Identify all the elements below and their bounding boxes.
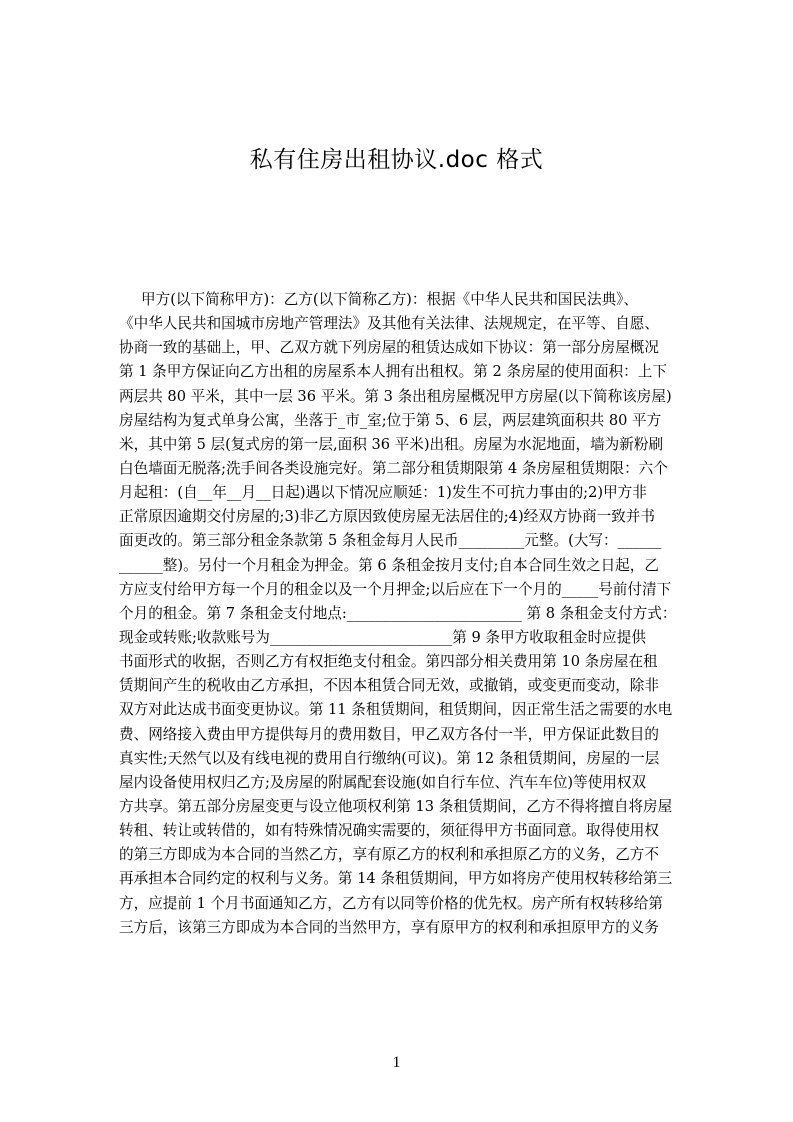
body-line: 房屋结构为复式单身公寓，坐落于_市_室;位于第 5、6 层，两层建筑面积共 80 平方 [119, 411, 662, 429]
body-line: 费、网络接入费由甲方提供每月的费用数目，甲乙双方各付一半，甲方保证此数目的 [119, 725, 659, 743]
body-line: 真实性;天然气以及有线电视的费用自行缴纳(可议)。第 12 条租赁期间，房屋的一层 [119, 749, 660, 767]
body-line: 方应支付给甲方每一个月的租金以及一个月押金;以后应在下一个月的_____号前付清下 [119, 580, 672, 598]
body-line: 面更改的。第三部分租金条款第 5 条租金每月人民币_________元整。(大写：______ [119, 532, 662, 550]
body-line: 方，应提前 1 个月书面通知乙方，乙方有以同等价格的优先权。房产所有权转移给第 [119, 894, 663, 912]
document-body [119, 288, 698, 1026]
body-line: 个月的租金。第 7 条租金支付地点:________________________ 第 8 条租金支付方式： [119, 604, 677, 622]
body-line: 再承担本合同约定的权利与义务。第 14 条租赁期间，甲方如将房产使用权转移给第三 [119, 870, 673, 888]
body-line: 月起租：(自__年__月__日起)遇以下情况应顺延：1)发生不可抗力事由的;2)甲方非 [119, 484, 647, 502]
body-line: 转租、转让或转借的，如有特殊情况确实需要的，须征得甲方书面同意。取得使用权 [119, 822, 659, 840]
body-line: 双方对此达成书面变更协议。第 11 条租赁期间，租赁期间，因正常生活之需要的水电 [119, 701, 673, 719]
body-line: 第 1 条甲方保证向乙方出租的房屋系本人拥有出租权。第 2 条房屋的使用面积：上下 [119, 363, 667, 381]
body-line: 米，其中第 5 层(复式房的第一层,面积 36 平米)出租。房屋为水泥地面，墙为新粉刷 [119, 435, 664, 453]
body-line: ______整)。另付一个月租金为押金。第 6 条租金按月支付;自本合同生效之日起，乙 [119, 556, 659, 574]
body-line: 三方后，该第三方即成为本合同的当然甲方，享有原甲方的权利和承担原甲方的义务 [119, 918, 659, 936]
body-line: 现金或转账;收款账号为_________________________第 9 条甲方收取租金时应提供 [119, 628, 646, 646]
body-line: 《中华人民共和国城市房地产管理法》及其他有关法律、法规规定，在平等、自愿、 [119, 315, 659, 333]
body-line: 的第三方即成为本合同的当然乙方，享有原乙方的权利和承担原乙方的义务，乙方不 [119, 846, 659, 864]
body-line: 赁期间产生的税收由乙方承担，不因本租赁合同无效，或撤销，或变更而变动，除非 [119, 677, 659, 695]
document-title: 私有住房出租协议.doc 格式 [249, 147, 544, 173]
body-line: 协商一致的基础上，甲、乙双方就下列房屋的租赁达成如下协议：第一部分房屋概况 [119, 339, 659, 357]
body-line: 方共享。第五部分房屋变更与设立他项权利第 13 条租赁期间，乙方不得将擅自将房屋 [119, 797, 673, 815]
body-line: 两层共 80 平米，其中一层 36 平米。第 3 条出租房屋概况甲方房屋(以下简称该房屋) [119, 387, 672, 405]
body-line: 白色墙面无脱落;洗手间各类设施完好。第二部分租赁期限第 4 条房屋租赁期限：六个 [119, 459, 668, 477]
body-line: 甲方(以下简称甲方)：乙方(以下简称乙方)：根据《中华人民共和国民法典》、 [141, 291, 639, 308]
page-number: 1 [392, 1054, 401, 1071]
body-line: 书面形式的收据，否则乙方有权拒绝支付租金。第四部分相关费用第 10 条房屋在租 [119, 653, 658, 671]
body-line: 正常原因逾期交付房屋的;3)非乙方原因致使房屋无法居住的;4)经双方协商一致并书 [119, 508, 655, 526]
body-line: 屋内设备使用权归乙方;及房屋的附属配套设施(如自行车位、汽车车位)等使用权双 [119, 773, 647, 791]
